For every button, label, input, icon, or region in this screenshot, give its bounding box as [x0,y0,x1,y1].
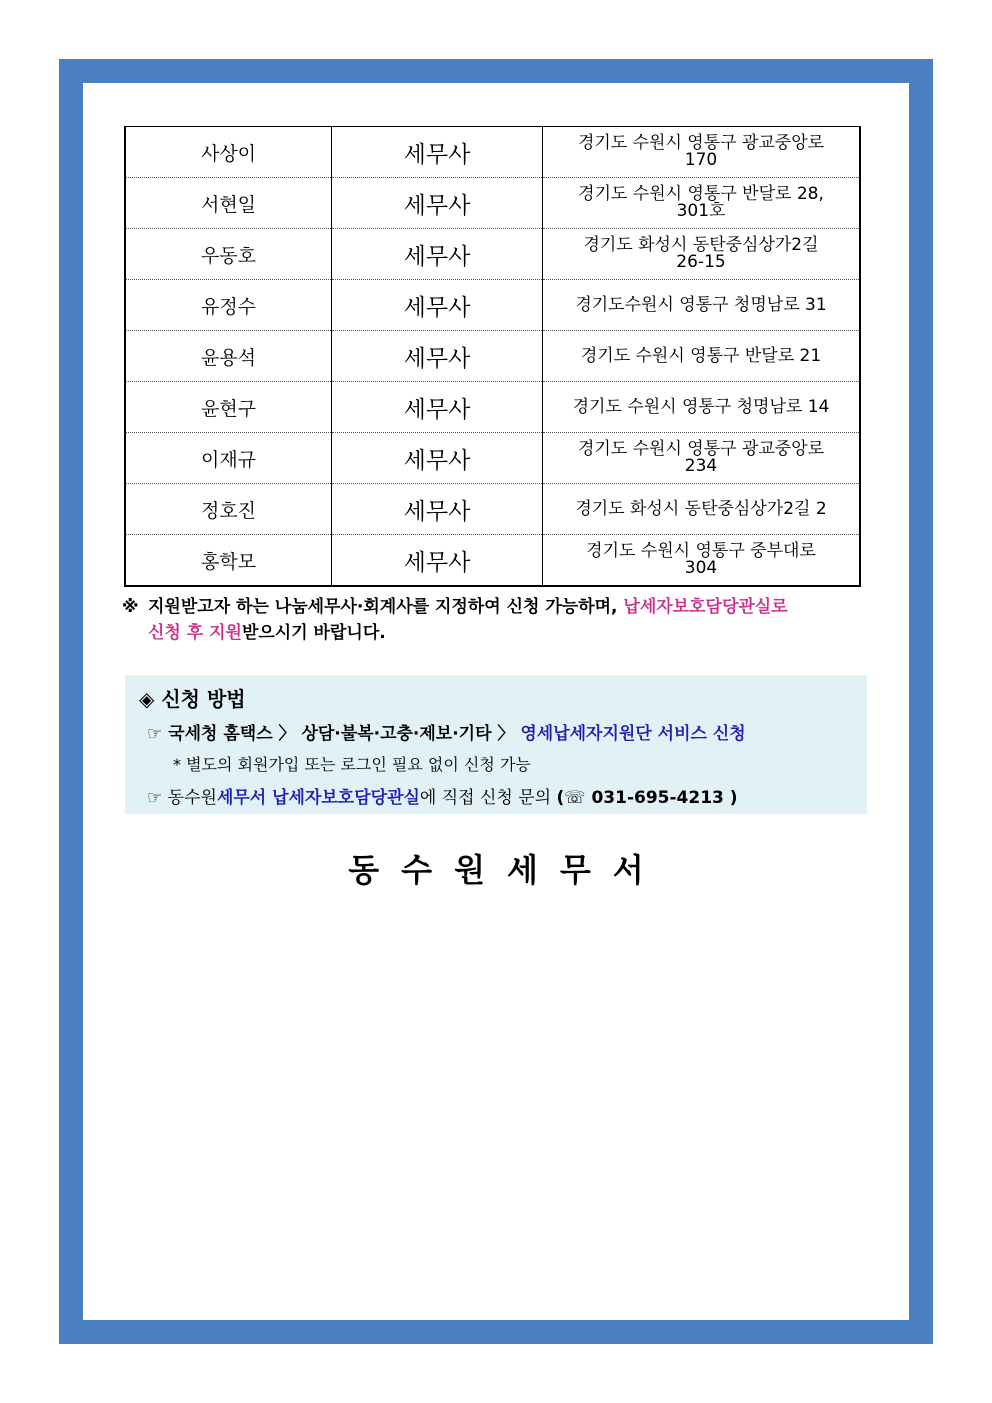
address-line-1: 경기도 화성시 동탄중심상가2길 [583,235,819,255]
table-row [125,178,860,229]
step2-text: 에 직접 신청 문의 [419,788,552,808]
address-line-1: 경기도 화성시 동탄중심상가2길 2 [575,498,827,519]
step2-department: 세무서 납세자보호담당관실 [216,788,420,808]
address-line-2: 170 [684,150,718,170]
advisor-address [543,433,861,484]
advisor-address [543,127,861,178]
advisor-name: 유정수 [125,280,332,331]
step1-path: 국세청 홈택스 〉 상담·불복·고충·제보·기타 〉 [168,724,515,744]
note-text-d: 받으시기 바랍니다. [241,623,386,643]
hand-pointer-icon: ☞ [147,724,163,744]
step1-service: 영세납세자지원단 서비스 신청 [520,724,746,744]
advisor-table [124,126,861,587]
table-row [125,382,860,433]
address-line-1: 경기도 수원시 영통구 청명남로 14 [572,396,830,417]
howto-box [125,675,867,814]
hand-pointer-icon: ☞ [147,788,163,808]
howto-heading-text: 신청 방법 [161,687,246,711]
address-line-1: 경기도 수원시 영통구 반달로 21 [580,345,822,366]
advisor-title: 세무사 [332,484,543,535]
advisor-address [543,331,861,382]
advisor-address [543,382,861,433]
advisor-name: 윤용석 [125,331,332,382]
advisor-address [543,280,861,331]
phone-icon: ☏ [564,788,586,808]
howto-step-1-note: * 별도의 회원가입 또는 로그인 필요 없이 신청 가능 [173,755,531,774]
table-row [125,484,860,535]
office-name: 동수원세무서 [348,851,666,889]
advisor-title: 세무사 [332,280,543,331]
address-line-1: 경기도 수원시 영통구 중부대로 [586,541,816,561]
advisor-title: 세무사 [332,229,543,280]
advisor-address [543,178,861,229]
advisor-name: 윤현구 [125,382,332,433]
note-text-a: 지원받고자 하는 나눔세무사·회계사를 지정하여 신청 가능하며, [148,597,618,617]
advisor-title: 세무사 [332,127,543,178]
advisor-name: 우동호 [125,229,332,280]
advisor-name: 정호진 [125,484,332,535]
advisor-title: 세무사 [332,433,543,484]
step2-office: 동수원 [167,788,217,808]
advisor-title: 세무사 [332,535,543,587]
howto-step-1 [147,719,746,744]
application-note [122,594,882,646]
advisor-title: 세무사 [332,331,543,382]
advisor-name: 사상이 [125,127,332,178]
howto-heading [139,683,246,712]
diamond-icon: ◈ [139,687,155,711]
address-line-1: 경기도 수원시 영통구 광교중앙로 [577,439,825,459]
address-line-1: 경기도 수원시 영통구 반달로 28, [578,184,824,204]
advisor-address [543,229,861,280]
address-line-2: 301호 [676,201,726,221]
table-row [125,280,860,331]
advisor-name: 서현일 [125,178,332,229]
advisor-address [543,535,861,587]
phone-number: 031-695-4213 [591,788,724,808]
address-line-2: 304 [684,558,718,578]
table-row [125,229,860,280]
advisor-title: 세무사 [332,178,543,229]
advisor-address [543,484,861,535]
address-line-2: 26-15 [676,252,726,272]
howto-step-2: ☞ 동수원세무서 납세자보호담당관실에 직접 신청 문의 (☏ 031-695-4213 ) [147,788,738,808]
table-row [125,535,860,587]
address-line-2: 234 [684,456,718,476]
note-text-b: 납세자보호담당관실로 [623,597,788,617]
note-mark: ※ [122,597,139,617]
advisor-title: 세무사 [332,382,543,433]
note-text-c: 신청 후 지원 [148,623,242,643]
table-row [125,433,860,484]
table-row [125,331,860,382]
advisor-name: 이재규 [125,433,332,484]
table-row [125,127,860,178]
address-line-1: 경기도수원시 영통구 청명남로 31 [575,294,827,315]
address-line-1: 경기도 수원시 영통구 광교중앙로 [577,133,825,153]
advisor-name: 홍학모 [125,535,332,587]
